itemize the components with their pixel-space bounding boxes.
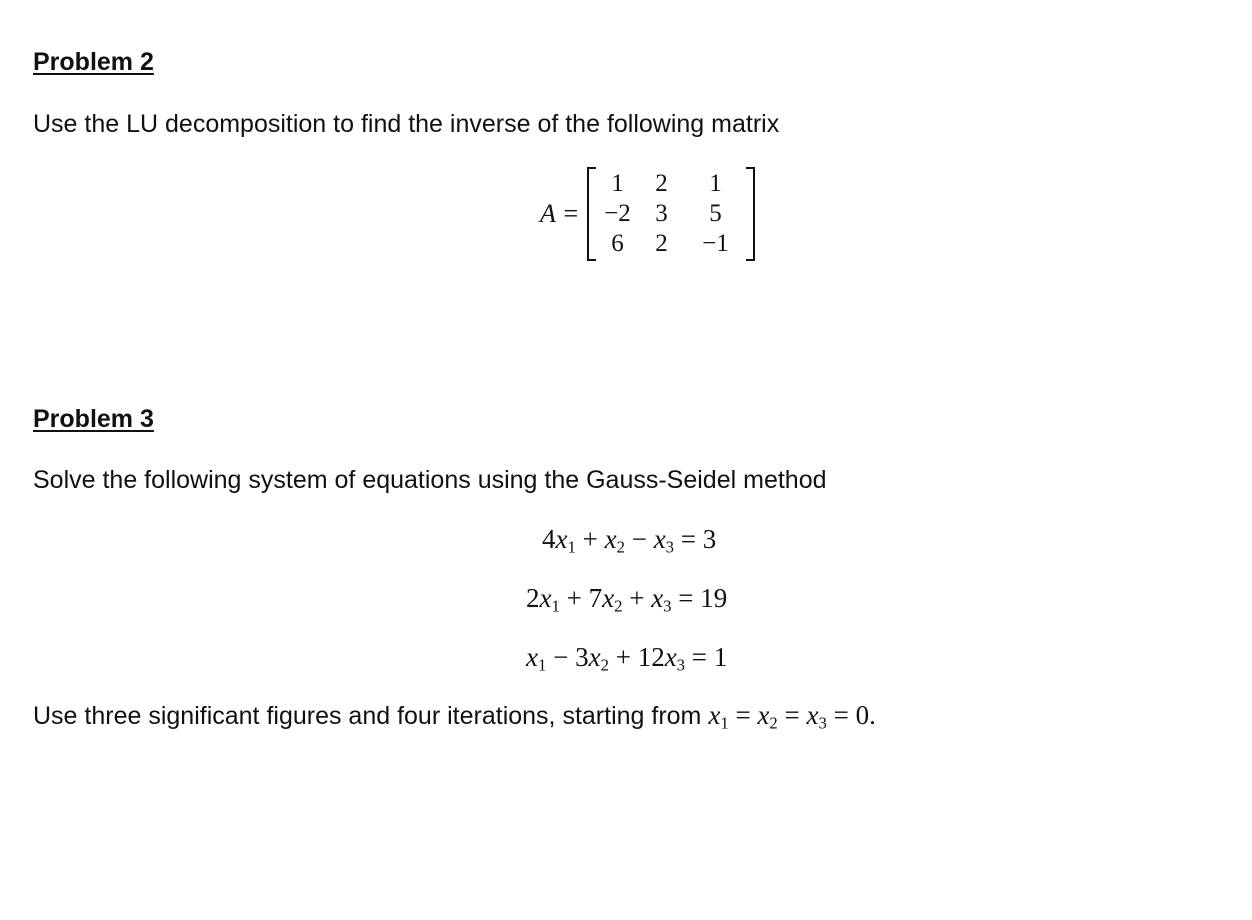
matrix-cell: 2 (655, 170, 668, 197)
equation-3: $x_1 - 3x_2 + 12x_3 = 1$ (526, 642, 728, 675)
problem-2-instruction: Use the LU decomposition to find the inverse of the following matrix (33, 110, 780, 138)
equation-1: $4x_1 + x_2 - x_3 = 3$ (542, 524, 717, 557)
problem-3-footer (33, 700, 876, 731)
footer-text: Use three significant figures and four iterations, starting from (33, 702, 709, 730)
matrix-cell: 5 (709, 200, 722, 227)
matrix-cell: 1 (611, 170, 624, 197)
matrix-cell: 6 (611, 230, 624, 257)
matrix-grid (598, 169, 744, 259)
matrix-cell: 2 (655, 230, 668, 257)
problem-2-heading: Problem 2 (33, 48, 154, 76)
equation-2: $2x_1 + 7x_2 + x_3 = 19$ (526, 583, 728, 616)
matrix-label: A = (540, 199, 580, 228)
matrix-cell: 1 (709, 170, 722, 197)
matrix-cell: −2 (604, 200, 631, 227)
matrix-cell: −1 (702, 230, 729, 257)
matrix-a (540, 164, 755, 264)
footer-math: $x_1 = x_2 = x_3 = 0$. (708, 700, 876, 733)
matrix-right-bracket (746, 167, 755, 261)
problem-3-instruction: Solve the following system of equations using the Gauss-Seidel method (33, 466, 827, 494)
matrix-left-bracket (587, 167, 596, 261)
problem-3-heading: Problem 3 (33, 405, 154, 433)
matrix-cell: 3 (655, 200, 668, 227)
